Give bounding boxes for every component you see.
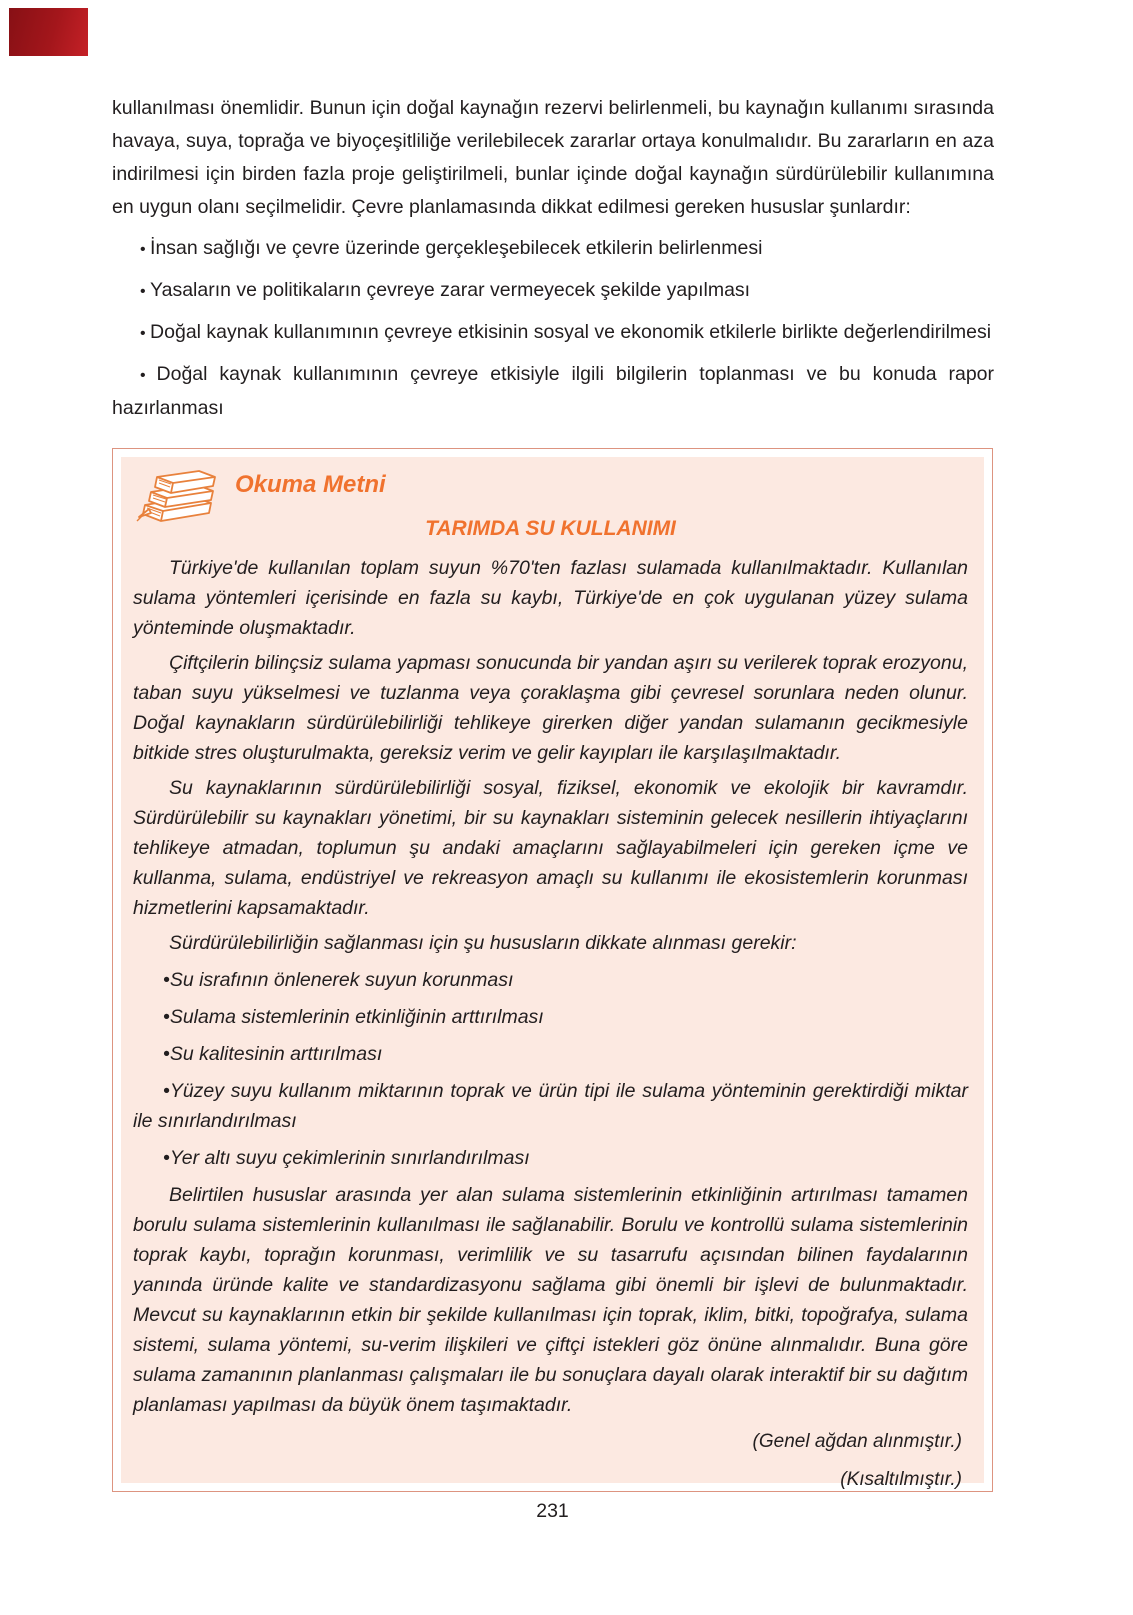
intro-section <box>112 92 994 425</box>
intro-bullet: • İnsan sağlığı ve çevre üzerinde gerçekleşebilecek etkilerin belirlenmesi <box>112 232 994 266</box>
reading-list-intro: Sürdürülebilirliğin sağlanması için şu hususların dikkate alınması gerekir: <box>169 932 797 954</box>
reading-box-header <box>133 459 968 513</box>
reading-bullet: • Yüzey suyu kullanım miktarının toprak ve ürün tipi ile sulama yönteminin gerektirdiği miktar ile sınırlandırılması <box>133 1076 968 1136</box>
page-corner-mark <box>9 8 88 56</box>
reading-paragraph: Çiftçilerin bilinçsiz sulama yapması sonucunda bir yandan aşırı su verilerek toprak erozyonu, taban suyu yükselmesi ve tuzlanma veya çoraklaşma gibi çevresel sorunlara neden olunur. Doğal kaynakların sürdürülebilirliği tehlikeye girerken diğer yandan sulamanın gecikmesiyle bitkide stres oluşturulmakta, gereksiz verim ve gelir kayıpları ile karşılaşılmaktadır. <box>133 652 968 764</box>
reading-bullet: • Yer altı suyu çekimlerinin sınırlandırılması <box>133 1143 968 1173</box>
reading-bullet: • Su kalitesinin arttırılması <box>133 1039 968 1069</box>
reading-paragraph: Türkiye'de kullanılan toplam suyun %70'ten fazlası sulamada kullanılmaktadır. Kullanılan sulama yöntemleri içerisinde en fazla su kaybı, Türkiye'de en çok uygulanan yüzey sulama yönteminde oluşmaktadır. <box>133 557 968 639</box>
intro-bullet: • Doğal kaynak kullanımının çevreye etkisiyle ilgili bilgilerin toplanması ve bu konuda rapor hazırlanması <box>112 358 994 425</box>
reading-bullet: • Su israfının önlenerek suyun korunması <box>133 965 968 995</box>
reading-box-inner <box>121 457 984 1490</box>
page-number: 231 <box>536 1500 569 1522</box>
reading-closing-paragraph: Belirtilen hususlar arasında yer alan sulama sistemlerinin etkinliğinin artırılması tamamen borulu sulama sistemlerinin kullanılması ile sağlanabilir. Borulu ve kontrollü sulama sistemlerinin toprak kaybı, toprağın korunması, verimlilik ve su tasarrufu açısından bilinen faydalarının yanında üründe kalite ve standardizasyonu sağlama gibi önemli bir işlevi de bulunmaktadır. Mevcut su kaynaklarının etkin bir şekilde kullanılması için toprak, iklim, bitki, topoğrafya, sulama sistemi, sulama yöntemi, su-verim ilişkileri ve çiftçi istekleri göz önüne alınmalıdır. Buna göre sulama zamanının planlanması çalışmaları ile bu sonuçlara dayalı olarak interaktif bir su dağıtım planlaması yapılması da büyük önem taşımaktadır. <box>133 1184 968 1416</box>
abridged-credit: (Kısaltılmıştır.) <box>840 1469 962 1490</box>
reading-paragraph: Su kaynaklarının sürdürülebilirliği sosyal, fiziksel, ekonomik ve ekolojik bir kavramdır. Sürdürülebilir su kaynakları yönetimi, bir su kaynakları sisteminin gelecek nesillerin ihtiyaçlarını tehlikeye atmadan, toplumun şu andaki amaçlarını sağlayabilmeleri için gereken içme ve kullanma, sulama, endüstriyel ve rekreasyon amaçlı su kullanımı ile ekosistemlerin korunması hizmetlerini kapsamaktadır. <box>133 777 968 919</box>
reading-box-label: Okuma Metni <box>235 471 386 498</box>
intro-bullet: • Yasaların ve politikaların çevreye zarar vermeyecek şekilde yapılması <box>112 274 994 308</box>
reading-title: TARIMDA SU KULLANIMI <box>425 517 676 540</box>
source-credit: (Genel ağdan alınmıştır.) <box>752 1431 962 1452</box>
reading-box <box>112 448 993 1492</box>
reading-bullet: • Sulama sistemlerinin etkinliğinin arttırılması <box>133 1002 968 1032</box>
intro-paragraph: kullanılması önemlidir. Bunun için doğal kaynağın rezervi belirlenmeli, bu kaynağın kullanımı sırasında havaya, suya, toprağa ve biyoçeşitliliğe verilebilecek zararlar ortaya konulmalıdır. Bu zararların en aza indirilmesi için birden fazla proje geliştirilmeli, bunlar içinde doğal kaynağın sürdürülebilir kullanımına en uygun olanı seçilmelidir. Çevre planlamasında dikkat edilmesi gereken hususlar şunlardır: <box>112 97 994 218</box>
books-icon <box>135 461 221 523</box>
intro-bullet: • Doğal kaynak kullanımının çevreye etkisinin sosyal ve ekonomik etkilerle birlikte değerlendirilmesi <box>112 316 994 350</box>
